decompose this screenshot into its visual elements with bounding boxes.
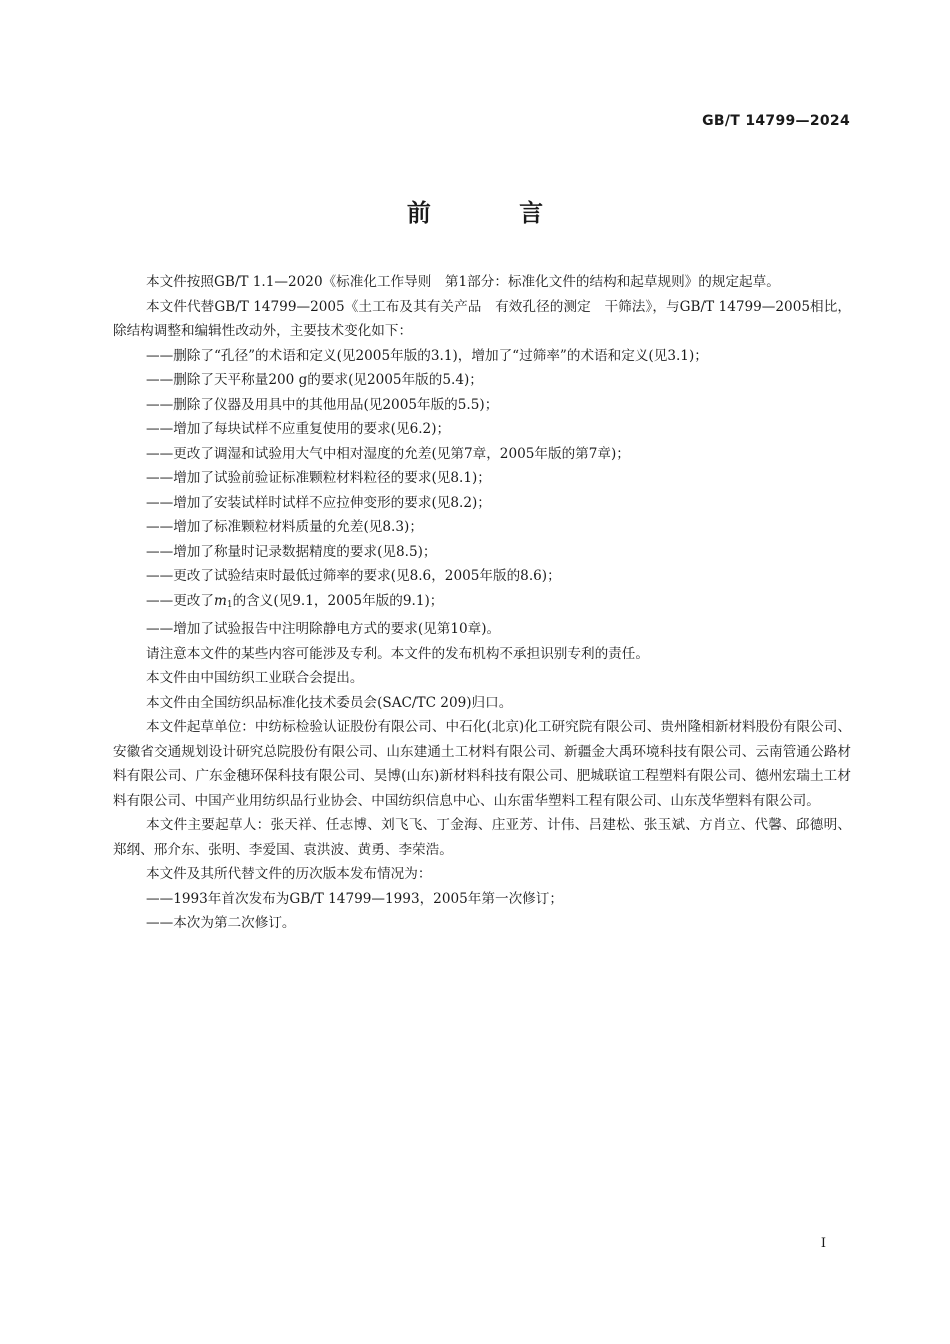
history-item: ——1993年首次发布为GB/T 14799—1993，2005年第一次修订； — [146, 890, 563, 907]
change-item: ——更改了调湿和试验用大气中相对湿度的允差(见第7章，2005年版的第7章)； — [146, 445, 630, 462]
history-item: ——本次为第二次修订。 — [146, 915, 296, 931]
standard-number: GB/T 14799—2024 — [702, 113, 850, 129]
variable-m: m — [213, 592, 227, 609]
change-item: ——增加了安装试样时试样不应拉伸变形的要求(见8.2)； — [146, 494, 491, 511]
change-m1-suffix: 的含义(见9.1，2005年版的9.1)； — [232, 592, 444, 609]
change-item: ——更改了试验结束时最低过筛率的要求(见8.6，2005年版的8.6)； — [146, 568, 561, 584]
change-item: ——增加了试验报告中注明除静电方式的要求(见第10章)。 — [146, 621, 501, 637]
change-item: ——删除了“孔径”的术语和定义(见2005年版的3.1)，增加了“过筛率”的术语和定义(见3.1)； — [146, 347, 708, 364]
change-item: ——增加了标准颗粒材料质量的允差(见8.3)； — [146, 519, 423, 535]
paragraph-drafting-rules: 本文件按照GB/T 1.1—2020《标准化工作导则 第1部分：标准化文件的结构和起草规则》的规定起草。 — [146, 274, 780, 290]
page-number: I — [820, 1236, 826, 1251]
paragraph-drafting-units: 本文件起草单位：中纺标检验认证股份有限公司、中石化(北京)化工研究院有限公司、贵州隆相新材料股份有限公司、安徽省交通规划设计研究总院股份有限公司、山东建通土工材料有限公司、新疆金大禹环境科技有限公司、云南管通公路材料有限公司、广东金穗环保科技有限公司、昊博(山东)新材料科技有限公司、肥城联谊工程塑料有限公司、德州宏瑞土工材料有限公司、中国产业用纺织品行业协会、中国纺织信息中心、山东雷华塑料工程有限公司、山东茂华塑料有限公司。 — [113, 719, 851, 809]
change-m1-prefix: ——更改了 — [146, 592, 214, 609]
paragraph-drafters: 本文件主要起草人：张天祥、任志博、刘飞飞、丁金海、庄亚芳、计伟、吕建松、张玉斌、方肖立、代馨、邱德明、郑纲、邢介东、张明、李爱国、袁洪波、黄勇、李荣浩。 — [113, 817, 851, 858]
paragraph-patent-notice: 请注意本文件的某些内容可能涉及专利。本文件的发布机构不承担识别专利的责任。 — [146, 645, 649, 662]
change-item: ——增加了称量时记录数据精度的要求(见8.5)； — [146, 543, 437, 560]
paragraph-proposer: 本文件由中国纺织工业联合会提出。 — [146, 670, 364, 686]
foreword-body — [113, 270, 851, 936]
change-item: ——删除了仪器及用具中的其他用品(见2005年版的5.5)； — [146, 396, 499, 413]
change-item: ——增加了试验前验证标准颗粒材料粒径的要求(见8.1)； — [146, 470, 491, 486]
change-item: ——增加了每块试样不应重复使用的要求(见6.2)； — [146, 421, 451, 437]
paragraph-committee: 本文件由全国纺织品标准化技术委员会(SAC/TC 209)归口。 — [146, 694, 513, 711]
paragraph-history-intro: 本文件及其所代替文件的历次版本发布情况为： — [146, 866, 432, 882]
page-title: 前 言 — [406, 199, 584, 227]
variable-subscript: 1 — [226, 599, 233, 610]
paragraph-replacement: 本文件代替GB/T 14799—2005《土工布及其有关产品 有效孔径的测定 干筛法》，与GB/T 14799—2005相比，除结构调整和编辑性改动外，主要技术变化如下： — [113, 298, 851, 339]
change-item: ——删除了天平称量200 g的要求(见2005年版的5.4)； — [146, 372, 483, 388]
change-item-m1 — [113, 589, 851, 618]
